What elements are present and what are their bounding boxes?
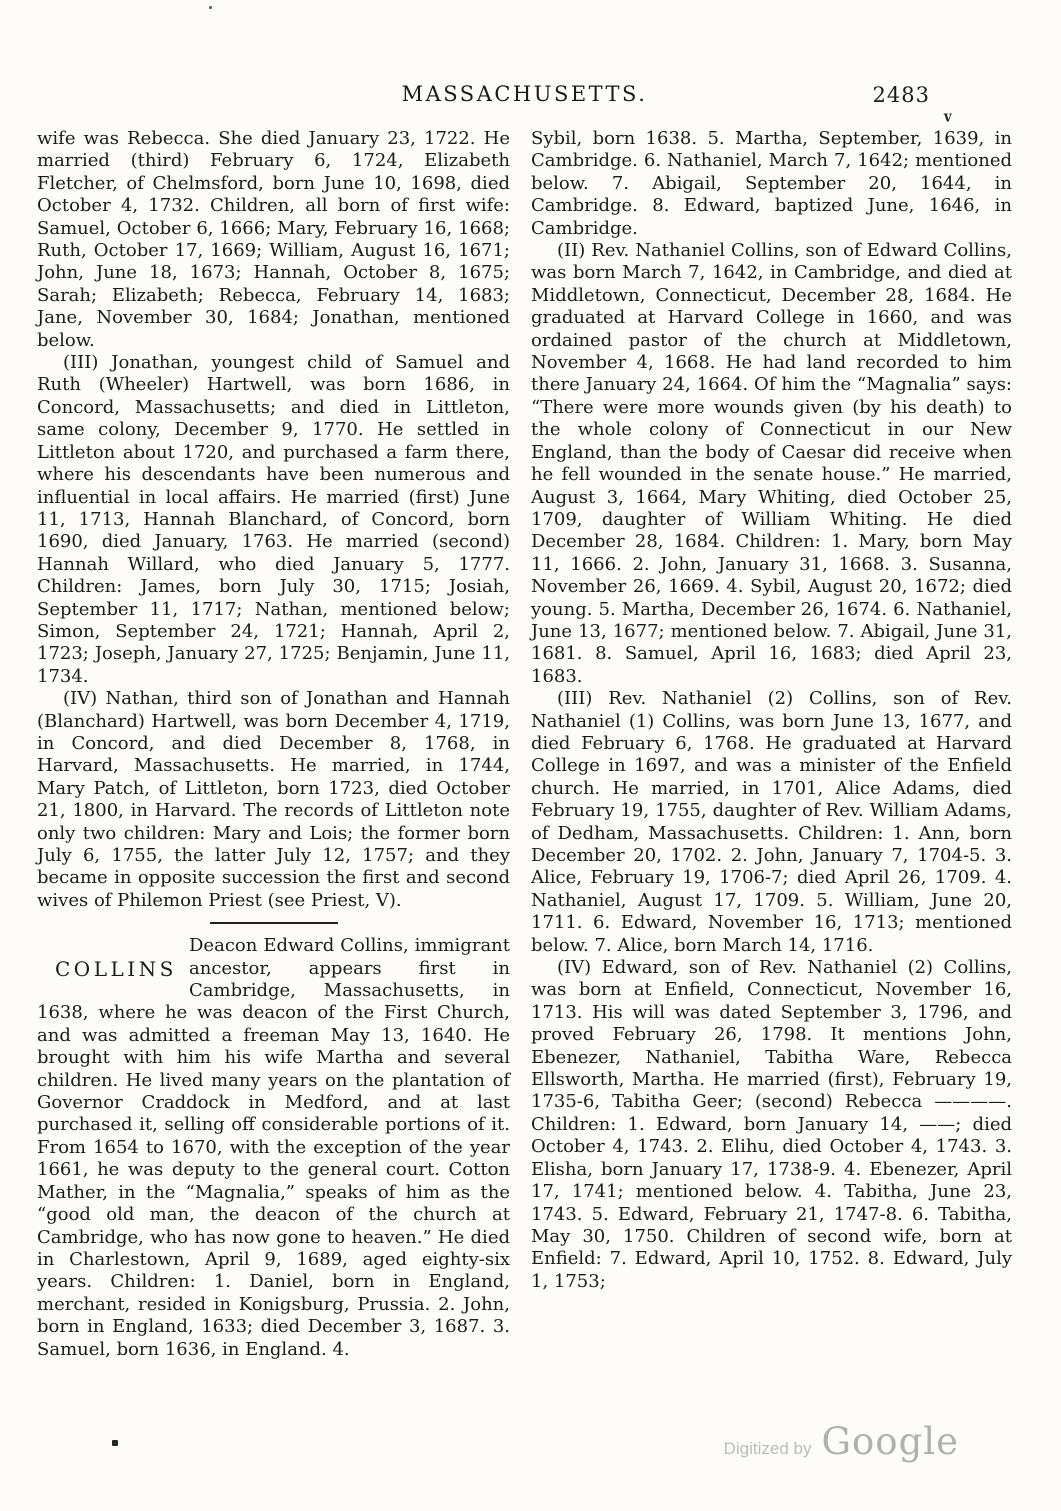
text-columns [37,128,1012,1361]
paragraph-III-nathaniel2: (III) Rev. Nathaniel (2) Collins, son of Rev. Nathaniel (1) Collins, was born June 13, 1677, and died February 6, 1768. He graduated at Harvard College in 1697, and was a minister of the Enfield church. He married, in 1701, Alice Adams, died February 19, 1755, daughter of Rev. William Adams, of Dedham, Massachusetts. Children: 1. Ann, born December 20, 1702. 2. John, January 7, 1704-5. 3. Alice, February 19, 1706-7; died April 26, 1709. 4. Nathaniel, August 17, 1709. 5. William, June 20, 1711. 6. Edward, November 16, 1713; mentioned below. 7. Alice, born March 14, 1716. [531,688,1012,956]
surname-heading: COLLINS [55,956,177,981]
running-title: MASSACHUSETTS. [401,82,648,106]
paragraph-continuation: Sybil, born 1638. 5. Martha, September, 1639, in Cambridge. 6. Nathaniel, March 7, 1642; mentioned below. 7. Abigail, September 20, 1644, in Cambridge. 8. Edward, baptized June, 1646, in Cambridge. [531,128,1012,239]
ink-speck [112,1440,118,1446]
left-column [37,128,510,1361]
section-divider [210,922,338,924]
ink-speck [209,6,212,9]
digitized-watermark [724,1420,959,1463]
page-header [37,82,1012,112]
paragraph-continuation: wife was Rebecca. She died January 23, 1722. He married (third) February 6, 1724, Elizabeth Fletcher, of Chelmsford, born June 10, 1698, died October 4, 1732. Children, all born of first wife: Samuel, October 6, 1666; Mary, February 16, 1668; Ruth, October 17, 1669; William, August 16, 1671; John, June 18, 1673; Hannah, October 8, 1675; Sarah; Elizabeth; Rebecca, February 14, 1683; Jane, November 30, 1684; Jonathan, mentioned below. [37,128,510,351]
google-logo: Google [821,1420,959,1463]
paragraph-III-jonathan: (III) Jonathan, youngest child of Samuel and Ruth (Wheeler) Hartwell, was born 1686, in Concord, Massachusetts; and died in Littleton, same colony, December 9, 1770. He settled in Littleton about 1720, and purchased a farm there, where his descendants have been numerous and influential in local affairs. He married (first) June 11, 1713, Hannah Blanchard, of Concord, born 1690, died January, 1763. He married (second) Hannah Willard, who died January 5, 1777. Children: James, born July 30, 1715; Josiah, September 11, 1717; Nathan, mentioned below; Simon, September 24, 1721; Hannah, April 2, 1723; Joseph, January 27, 1725; Benjamin, June 11, 1734. [37,352,510,687]
paragraph-II-nathaniel: (II) Rev. Nathaniel Collins, son of Edward Collins, was born March 7, 1642, in Cambridge, and died at Middletown, Connecticut, December 28, 1684. He graduated at Harvard College in 1660, and was ordained pastor of the church at Middletown, November 4, 1668. He had land recorded to him there January 24, 1664. Of him the “Magnalia” says: “There were more wounds given (by his death) to the whole colony of Connecticut in our New England, than the body of Caesar did receive when he fell wounded in the senate house.” He married, August 3, 1664, Mary Whiting, died October 25, 1709, daughter of William Whiting. He died December 28, 1684. Children: 1. Mary, born May 11, 1666. 2. John, January 31, 1668. 3. Susanna, November 26, 1669. 4. Sybil, August 20, 1672; died young. 5. Martha, December 26, 1674. 6. Nathaniel, June 13, 1677; mentioned below. 7. Abigail, June 31, 1681. 8. Samuel, April 16, 1683; died April 23, 1683. [531,240,1012,687]
paragraph-IV-edward: (IV) Edward, son of Rev. Nathaniel (2) Collins, was born at Enfield, Connecticut, November 16, 1713. His will was dated September 3, 1796, and proved February 26, 1798. It mentions John, Ebenezer, Nathaniel, Tabitha Ware, Rebecca Ellsworth, Martha. He married (first), February 19, 1735-6, Tabitha Geer; (second) Rebecca ————. Children: 1. Edward, born January 14, ——; died October 4, 1743. 2. Elihu, died October 4, 1743. 3. Elisha, born January 17, 1738-9. 4. Ebenezer, April 17, 1741; mentioned below. 4. Tabitha, June 23, 1743. 5. Edward, February 21, 1747-8. 6. Tabitha, May 30, 1750. Children of second wife, born at Enfield: 7. Edward, April 10, 1752. 8. Edward, July 1, 1753; [531,957,1012,1292]
paragraph-IV-nathan: (IV) Nathan, third son of Jonathan and Hannah (Blanchard) Hartwell, was born December 4, 1719, in Concord, and died December 8, 1768, in Harvard, Massachusetts. He married, in 1744, Mary Patch, of Littleton, born 1723, died October 21, 1800, in Harvard. The records of Littleton note only two children: Mary and Lois; the former born July 6, 1755, the latter July 12, 1757; and they became in opposite succession the first and second wives of Philemon Priest (see Priest, V). [37,688,510,911]
paragraph-collins-intro: Deacon Edward Collins, immigrant ancestor, appears first in Cambridge, Massachusetts, in 1638, where he was deacon of the First Church, and was admitted a freeman May 13, 1640. He brought with him his wife Martha and several children. He lived many years on the plantation of Governor Craddock in Medford, and at last purchased it, selling off considerable portions of it. From 1654 to 1670, with the exception of the year 1661, he was deputy to the general court. Cotton Mather, in the “Magnalia,” speaks of him as the “good old man, the deacon of the church at Cambridge, who has now gone to heaven.” He died in Charlestown, April 9, 1689, aged eighty-six years. Children: 1. Daniel, born in England, merchant, resided in Konigsburg, Prussia. 2. John, born in England, 1633; died December 3, 1687. 3. Samuel, born 1636, in England. 4. [37,935,510,1360]
collins-section [37,935,510,1361]
surname-heading-box [37,935,189,1002]
page-number: 2483 [872,83,930,107]
right-column [531,128,1012,1361]
pencil-check-mark: v [944,108,952,127]
watermark-text: Digitized by [723,1439,812,1458]
